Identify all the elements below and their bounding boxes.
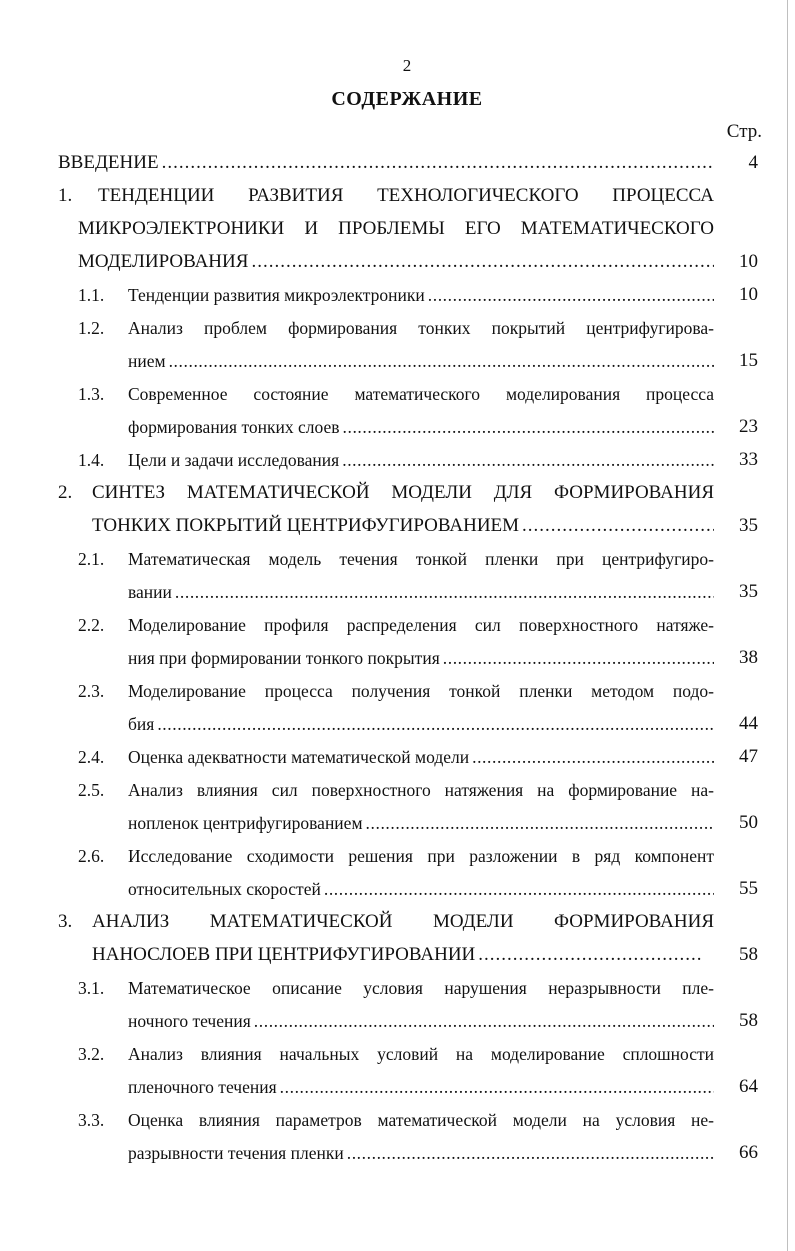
toc-entry-ch1	[78, 249, 718, 275]
chapter-number: 1.	[58, 185, 73, 206]
section-title-line: Исследование сходимости решения при разложении в ряд компонент	[128, 846, 714, 866]
entry-page: 35	[739, 581, 758, 602]
section-number: 2.4.	[78, 747, 105, 767]
leader-dots	[169, 348, 714, 374]
entry-text: МОДЕЛИРОВАНИЯ	[78, 251, 249, 272]
leader-dots	[280, 1074, 714, 1100]
entry-text: Тенденции развития микроэлектроники	[128, 285, 425, 305]
entry-text: Цели и задачи исследования	[128, 450, 340, 470]
toc-entry-3-2	[128, 1074, 718, 1100]
toc-entry-2-2	[128, 645, 718, 671]
leader-dots	[472, 744, 714, 770]
toc-entry-2-6	[128, 876, 718, 902]
leader-dots	[324, 876, 714, 902]
entry-text: ночного течения	[128, 1011, 251, 1031]
toc-entry-3-1	[128, 1008, 718, 1034]
section-title-line: Оценка влияния параметров математической модели на условия не-	[128, 1110, 714, 1130]
section-title-line: Математическое описание условия нарушения неразрывности пле-	[128, 978, 714, 998]
toc-entry-2-1	[128, 579, 718, 605]
section-number: 2.5.	[78, 780, 105, 800]
leader-dots	[175, 579, 714, 605]
section-title-line: Математическая модель течения тонкой пленки при центрифугиро-	[128, 549, 714, 569]
entry-page: 66	[739, 1142, 758, 1163]
entry-page: 10	[739, 251, 758, 272]
entry-page: 35	[739, 515, 758, 536]
leader-dots	[478, 942, 702, 968]
section-number: 1.2.	[78, 318, 105, 338]
toc-entry-1-2	[128, 348, 718, 374]
chapter-number: 3.	[58, 911, 73, 932]
entry-page: 64	[739, 1076, 758, 1097]
leader-dots	[162, 150, 714, 176]
entry-page: 58	[739, 1010, 758, 1031]
section-title-line: Анализ влияния сил поверхностного натяжения на формирование на-	[128, 780, 714, 800]
entry-text: ния при формировании тонкого покрытия	[128, 648, 440, 668]
entry-page: 23	[739, 416, 758, 437]
chapter-number: 2.	[58, 482, 73, 503]
section-title-line: Анализ проблем формирования тонких покрытий центрифугирова-	[128, 318, 714, 338]
section-title-line: Моделирование профиля распределения сил поверхностного натяже-	[128, 615, 714, 635]
leader-dots	[254, 1008, 714, 1034]
leader-dots	[157, 711, 714, 737]
section-number: 3.1.	[78, 978, 105, 998]
entry-text: относительных скоростей	[128, 879, 321, 899]
section-number: 2.1.	[78, 549, 105, 569]
entry-text: нопленок центрифугированием	[128, 813, 363, 833]
section-number: 3.2.	[78, 1044, 105, 1064]
page-number: 2	[402, 56, 412, 75]
leader-dots	[522, 513, 714, 539]
toc-title: СОДЕРЖАНИЕ	[331, 88, 483, 110]
section-number: 1.3.	[78, 384, 105, 404]
entry-text: Оценка адекватности математической модели	[128, 747, 470, 767]
toc-entry-2-5	[128, 810, 718, 836]
entry-page: 47	[739, 746, 758, 767]
entry-page: 33	[739, 449, 758, 470]
section-title-line: Моделирование процесса получения тонкой пленки методом подо-	[128, 681, 714, 701]
chapter-title-line: СИНТЕЗ МАТЕМАТИЧЕСКОЙ МОДЕЛИ ДЛЯ ФОРМИРОВАНИЯ	[92, 482, 714, 503]
entry-page: 15	[739, 350, 758, 371]
entry-page: 10	[739, 284, 758, 305]
chapter-title-line: ТЕНДЕНЦИИ РАЗВИТИЯ ТЕХНОЛОГИЧЕСКОГО ПРОЦЕССА	[98, 185, 714, 206]
section-number: 1.4.	[78, 450, 105, 470]
leader-dots	[343, 414, 715, 440]
entry-page: 50	[739, 812, 758, 833]
leader-dots	[366, 810, 714, 836]
scan-edge-line	[787, 0, 788, 1251]
leader-dots	[443, 645, 714, 671]
toc-entry-intro	[58, 150, 718, 176]
page-column-header: Стр.	[726, 121, 762, 142]
entry-page: 58	[739, 944, 758, 965]
entry-text: бия	[128, 714, 155, 734]
entry-page: 44	[739, 713, 758, 734]
toc-entry-ch2	[92, 513, 718, 539]
entry-text: ТОНКИХ ПОКРЫТИЙ ЦЕНТРИФУГИРОВАНИЕМ	[92, 515, 520, 536]
entry-text: формирования тонких слоев	[128, 417, 340, 437]
section-number: 2.3.	[78, 681, 105, 701]
entry-page: 4	[748, 152, 758, 173]
leader-dots	[428, 282, 714, 308]
leader-dots	[342, 447, 714, 473]
entry-text: разрывности течения пленки	[128, 1143, 344, 1163]
leader-dots	[251, 249, 714, 275]
leader-dots	[347, 1140, 714, 1166]
chapter-title-line: МИКРОЭЛЕКТРОНИКИ И ПРОБЛЕМЫ ЕГО МАТЕМАТИЧЕСКОГО	[78, 218, 714, 239]
entry-text: НАНОСЛОЕВ ПРИ ЦЕНТРИФУГИРОВАНИИ	[92, 944, 476, 965]
toc-entry-1-1	[128, 282, 718, 308]
entry-text: нием	[128, 351, 166, 371]
toc-entry-2-4	[128, 744, 718, 770]
chapter-title-line: АНАЛИЗ МАТЕМАТИЧЕСКОЙ МОДЕЛИ ФОРМИРОВАНИЯ	[92, 911, 714, 932]
toc-entry-1-3	[128, 414, 718, 440]
toc-entry-3-3	[128, 1140, 718, 1166]
entry-page: 55	[739, 878, 758, 899]
toc-entry-2-3	[128, 711, 718, 737]
section-number: 2.2.	[78, 615, 105, 635]
entry-text: ВВЕДЕНИЕ	[58, 152, 159, 173]
toc-entry-ch3	[92, 942, 706, 968]
section-number: 3.3.	[78, 1110, 105, 1130]
section-title-line: Анализ влияния начальных условий на моделирование сплошности	[128, 1044, 714, 1064]
entry-page: 38	[739, 647, 758, 668]
section-number: 2.6.	[78, 846, 105, 866]
entry-text: вании	[128, 582, 172, 602]
entry-text: пленочного течения	[128, 1077, 277, 1097]
toc-entry-1-4	[128, 447, 718, 473]
section-title-line: Современное состояние математического моделирования процесса	[128, 384, 714, 404]
section-number: 1.1.	[78, 285, 105, 305]
